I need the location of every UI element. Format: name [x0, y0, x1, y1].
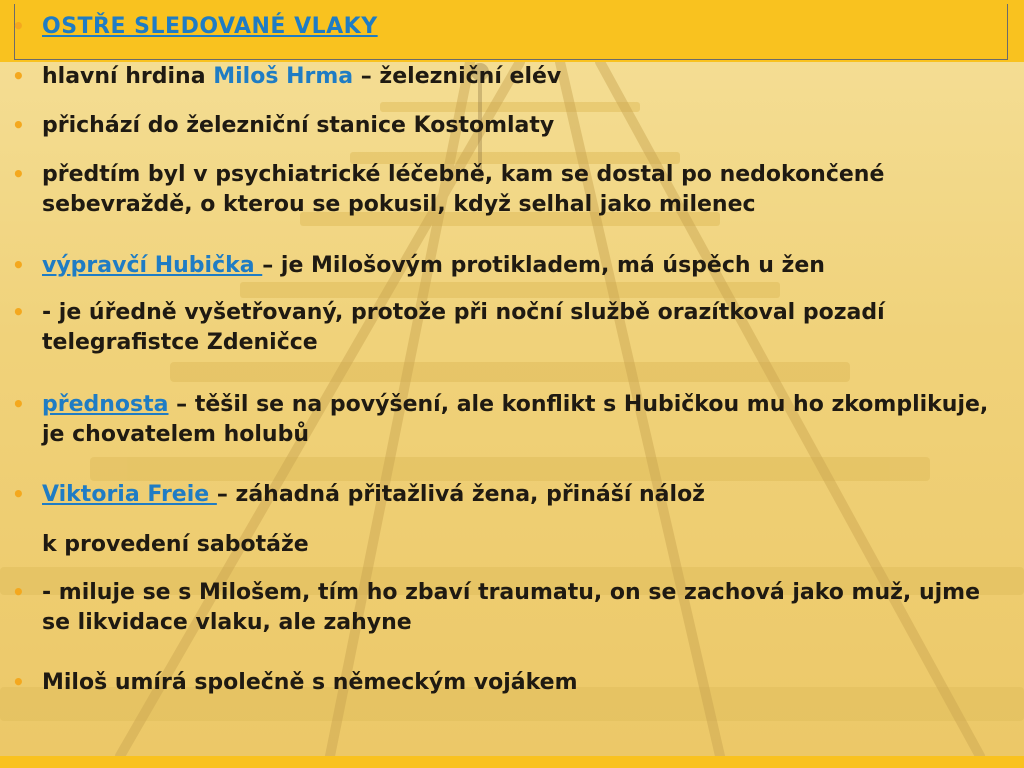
bullet-icon: •: [12, 392, 25, 416]
list-item-love: • - miluje se s Milošem, tím ho zbaví traumatu, on se zachová jako muž, ujme se likvidace vlaku, ale zahyne: [42, 578, 992, 638]
list-item-hero: • hlavní hrdina Miloš Hrma – železniční elév: [42, 62, 992, 92]
viktoria-link[interactable]: Viktoria Freie: [42, 482, 217, 507]
bullet-icon: •: [12, 580, 25, 604]
bullet-icon: •: [12, 670, 25, 694]
list-item-ending: • Miloš umírá společně s německým vojákem: [42, 668, 992, 698]
bullet-icon: •: [12, 64, 25, 88]
list-item-sabotage: k provedení sabotáže: [42, 532, 309, 557]
hero-name: Miloš Hrma: [213, 64, 354, 89]
list-item-station: • přichází do železniční stanice Kostomlaty: [42, 111, 992, 141]
list-item-investigation: • - je úředně vyšetřovaný, protože při noční službě orazítkoval pozadí telegrafistce Zdeničce: [42, 298, 992, 358]
list-item-hubicka: • výpravčí Hubička – je Milošovým protikladem, má úspěch u žen: [42, 251, 992, 281]
bullet-icon: •: [12, 14, 25, 38]
bullet-icon: •: [12, 113, 25, 137]
bullet-icon: •: [12, 253, 25, 277]
list-item-prednosta: • přednosta – těšil se na povýšení, ale konflikt s Hubičkou mu ho zkomplikuje, je chovatelem holubů: [42, 390, 992, 450]
bullet-icon: •: [12, 482, 25, 506]
bullet-icon: •: [12, 300, 25, 324]
title-link[interactable]: OSTŘE SLEDOVANÉ VLAKY: [42, 14, 378, 39]
bullet-icon: •: [12, 162, 25, 186]
slide-title: [12, 12, 992, 42]
list-item-backstory: • předtím byl v psychiatrické léčebně, kam se dostal po nedokončené sebevraždě, o kterou se pokusil, když selhal jako milenec: [42, 160, 992, 220]
hubicka-link[interactable]: výpravčí Hubička: [42, 253, 263, 278]
prednosta-link[interactable]: přednosta: [42, 392, 169, 417]
list-item-viktoria: • Viktoria Freie – záhadná přitažlivá žena, přináší nálož: [42, 480, 992, 510]
